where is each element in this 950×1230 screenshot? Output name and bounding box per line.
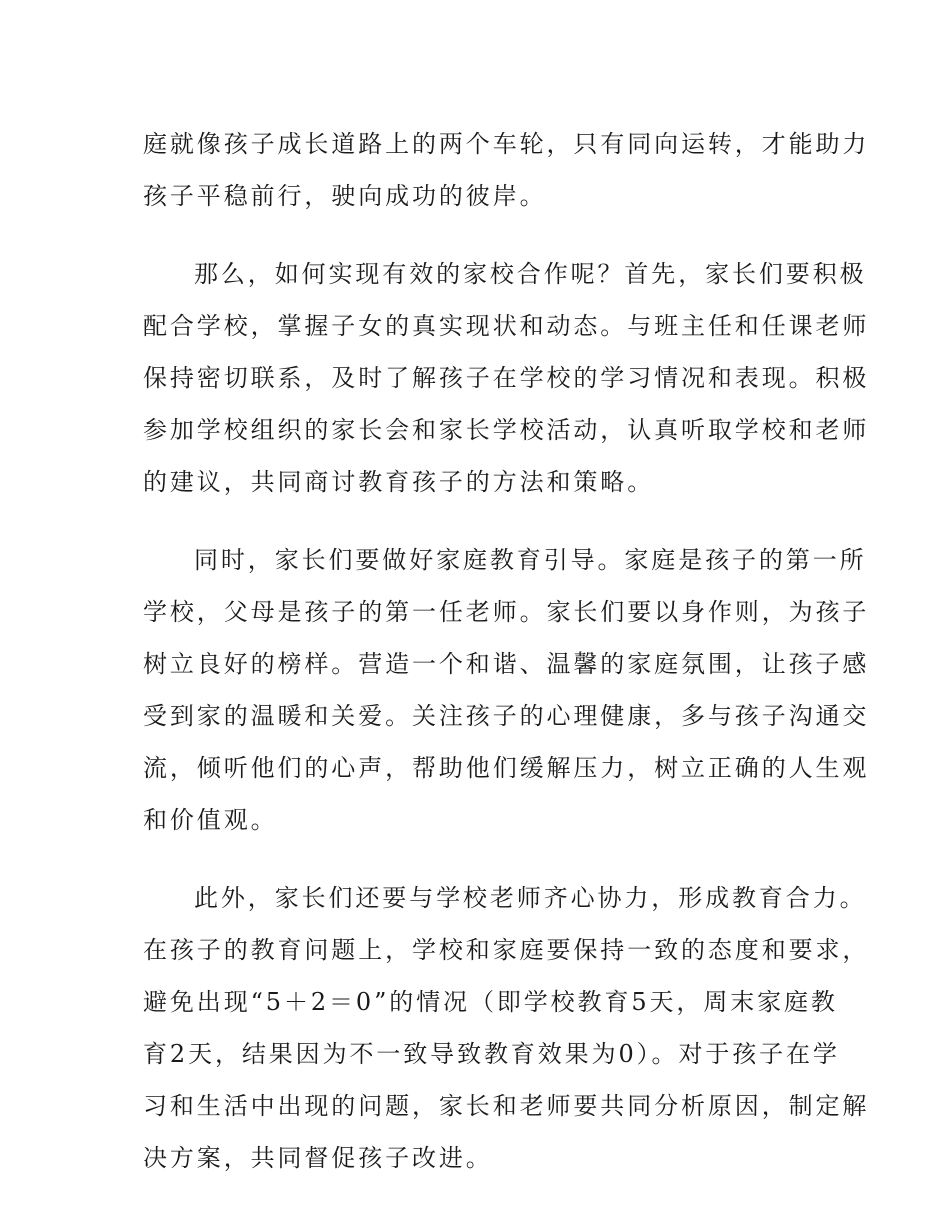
paragraph-line: 在孩子的教育问题上，学校和家庭要保持一致的态度和要求， [143, 936, 870, 964]
paragraph-line: 学校，父母是孩子的第一任老师。家长们要以身作则，为孩子 [143, 598, 870, 626]
paragraph-line: 庭就像孩子成长道路上的两个车轮，只有同向运转，才能助力 [143, 130, 870, 158]
paragraph-line: 树立良好的榜样。营造一个和谐、温馨的家庭氛围，让孩子感 [143, 650, 870, 678]
paragraph-first-line: 此外，家长们还要与学校老师齐心协力，形成教育合力。 [194, 884, 867, 912]
paragraph-line: 的建议，共同商讨教育孩子的方法和策略。 [143, 468, 655, 496]
paragraph-line: 育2天，结果因为不一致导致教育效果为0）。对于孩子在学 [143, 1040, 840, 1068]
paragraph-line: 和价值观。 [143, 806, 278, 834]
paragraph-line: 决方案，共同督促孩子改进。 [143, 1144, 493, 1172]
paragraph-line: 孩子平稳前行，驶向成功的彼岸。 [143, 182, 547, 210]
paragraph-line: 习和生活中出现的问题，家长和老师要共同分析原因，制定解 [143, 1092, 870, 1120]
paragraph-line: 参加学校组织的家长会和家长学校活动，认真听取学校和老师 [143, 416, 870, 444]
paragraph-first-line: 那么，如何实现有效的家校合作呢？首先，家长们要积极 [194, 260, 867, 288]
paragraph-gap [143, 508, 813, 534]
paragraph-gap [143, 846, 813, 872]
paragraph-line: 受到家的温暖和关爱。关注孩子的心理健康，多与孩子沟通交 [143, 702, 870, 730]
document-body [143, 118, 870, 1184]
paragraph-first-line: 同时，家长们要做好家庭教育引导。家庭是孩子的第一所 [194, 546, 867, 574]
paragraph-line: 避免出现“5＋2＝0”的情况（即学校教育5天，周末家庭教 [143, 988, 838, 1016]
paragraph-gap [143, 222, 813, 248]
paragraph-line: 流，倾听他们的心声，帮助他们缓解压力，树立正确的人生观 [143, 754, 870, 782]
paragraph-line: 配合学校，掌握子女的真实现状和动态。与班主任和任课老师 [143, 312, 870, 340]
paragraph-line: 保持密切联系，及时了解孩子在学校的学习情况和表现。积极 [143, 364, 870, 392]
